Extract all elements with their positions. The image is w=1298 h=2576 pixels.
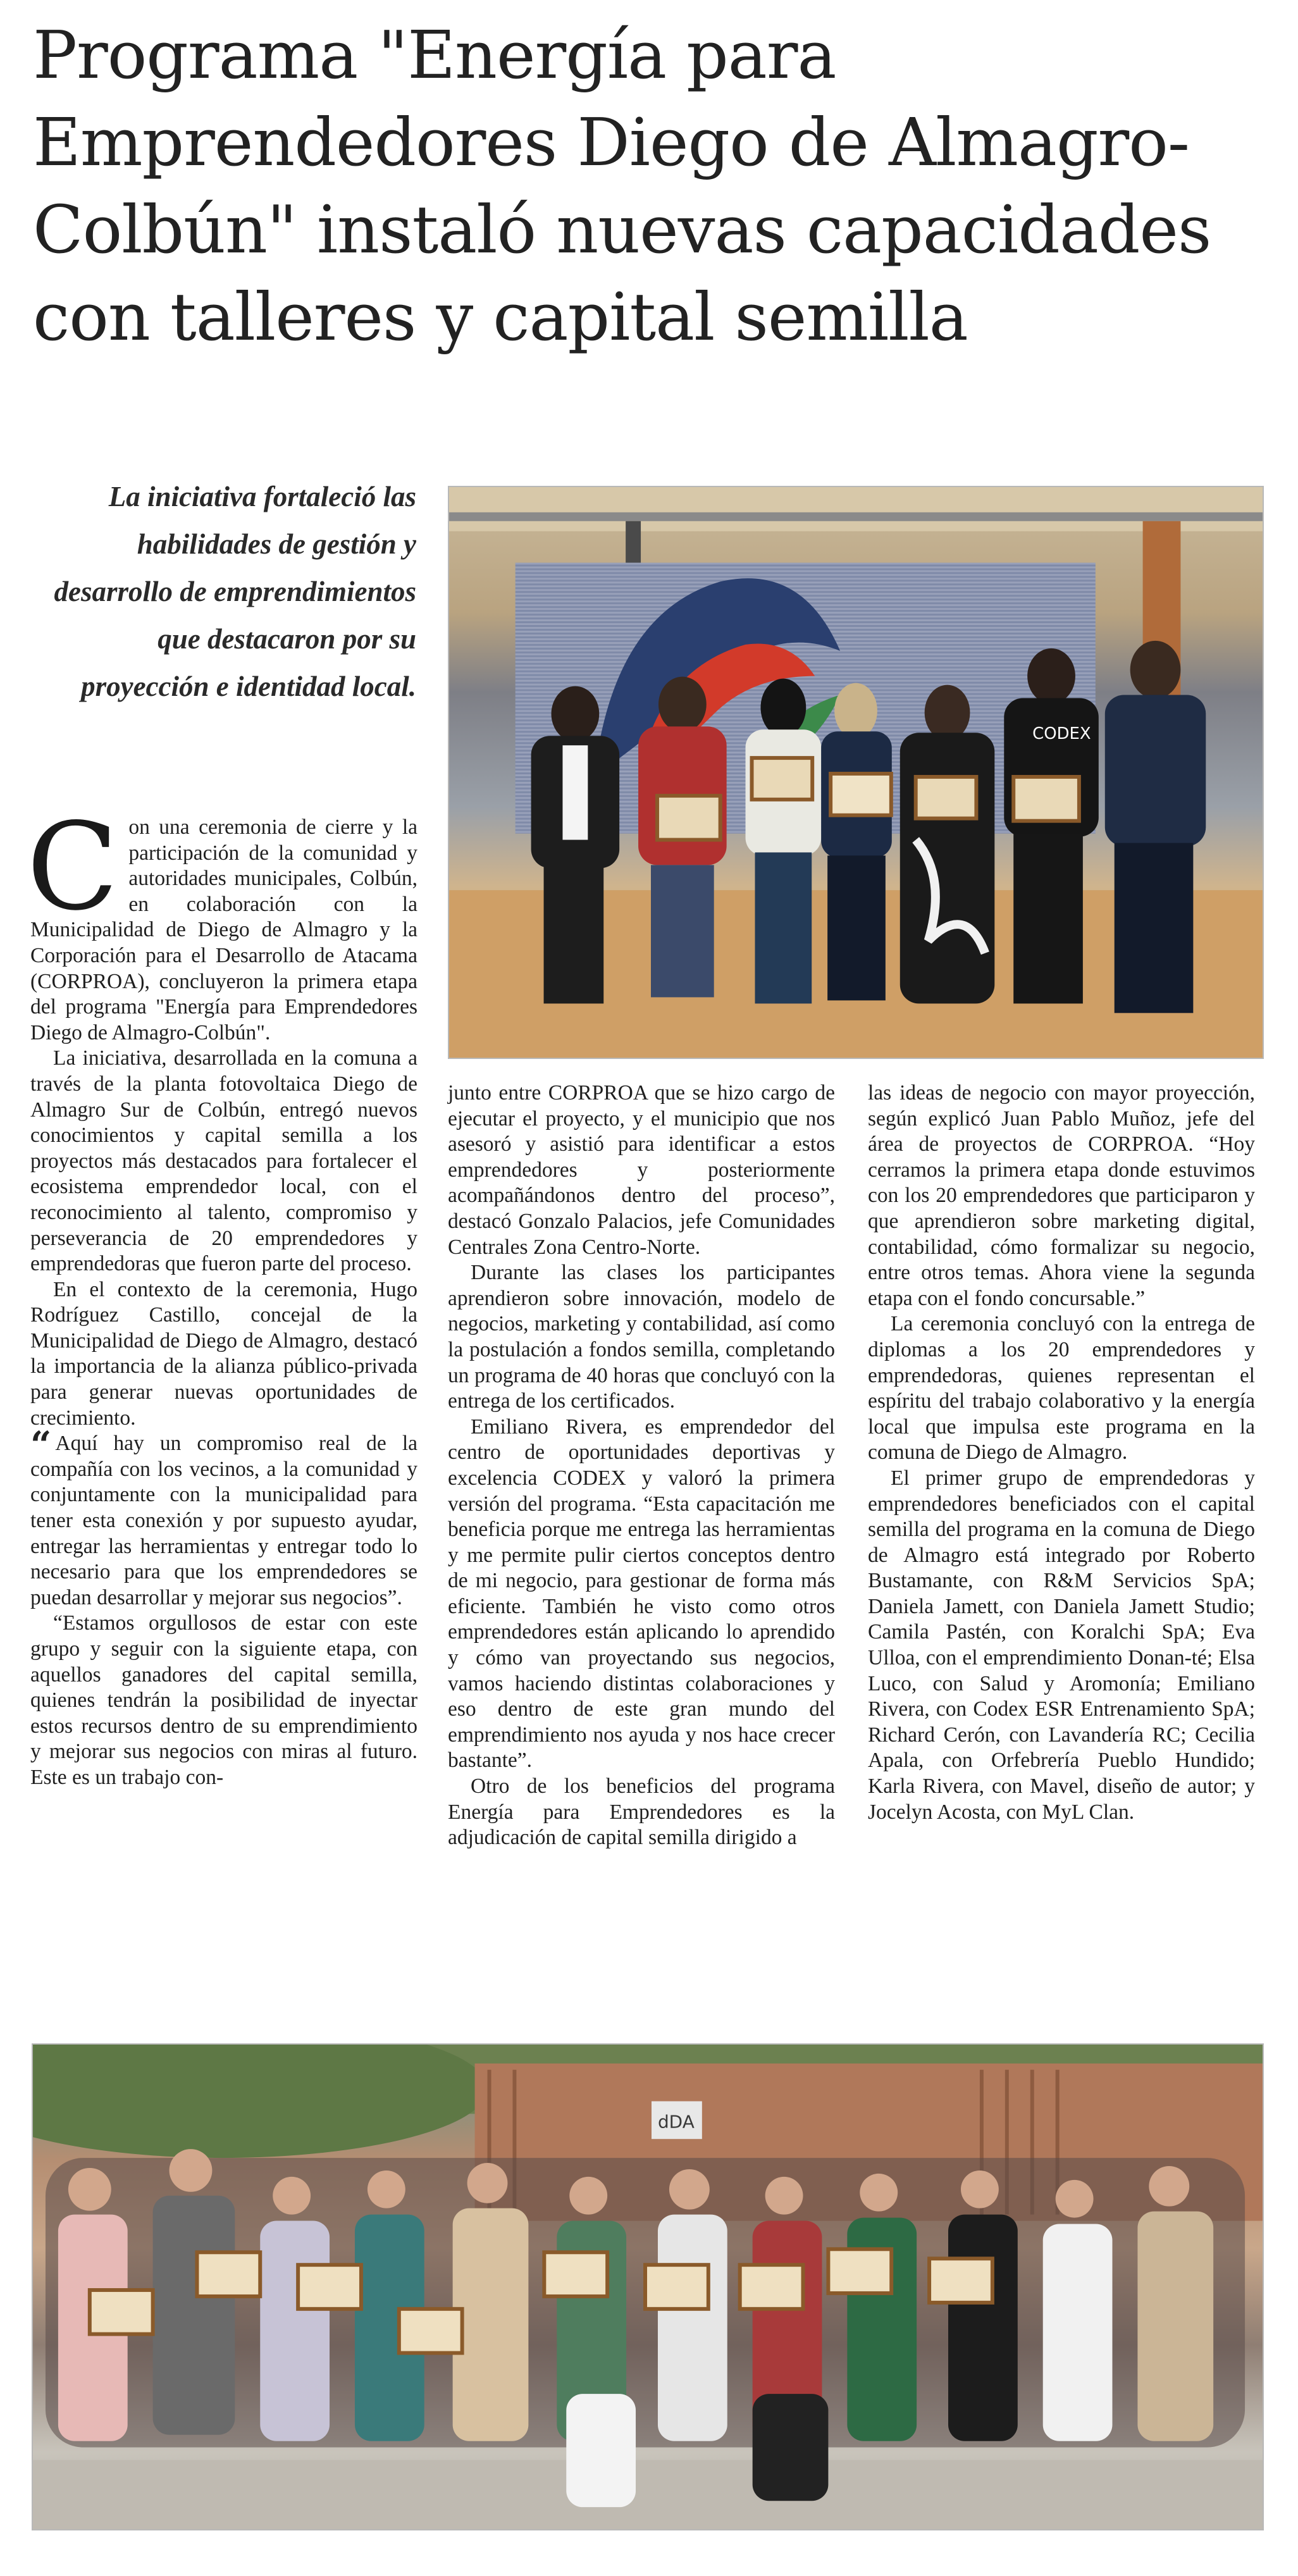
article-column-3	[868, 1081, 1255, 1825]
article-paragraph-9: La ceremonia concluyó con la entrega de diplomas a los 20 emprendedores y emprendedoras, quienes representan el espíritu del trabajo colaborativo y la energía local que impulsa este programa en la comuna de Diego de Almagro.	[868, 1312, 1255, 1464]
paragraph-4-text: Aquí hay un compromiso real de la compañía con los vecinos, a la comunidad y conjuntamente con la municipalidad para tener esta conexión y por supuesto ayudar, entregar las herramientas y entregar todo lo necesario para que los emprendedores se puedan desarrollar y mejorar sus negocios”.	[30, 1432, 417, 1609]
article-lead: La iniciativa fortaleció las habilidades de gestión y desarrollo de emprendimientos que destacaron por su proyección e identidad local.	[54, 481, 416, 702]
photo-stage-group	[448, 486, 1264, 1059]
quote-mark-icon: “	[30, 1423, 52, 1467]
article-paragraph-5-cont: junto entre CORPROA que se hizo cargo de ejecutar el proyecto, y el municipio que nos asesoró y asistió para identificar a estos emprendedores y posteriormente acompañándonos dentro del proceso”, destacó Gonzalo Palacios, jefe Comunidades Centrales Zona Centro-Norte.	[448, 1081, 835, 1259]
article-paragraph-4	[30, 1423, 417, 1611]
article-headline: Programa "Energía para Emprendedores Diego de Almagro-Colbún" instaló nuevas capacidades con talleres y capital semilla	[33, 16, 1211, 356]
article-paragraph-8: Otro de los beneficios del programa Energía para Emprendedores es la adjudicación de capital semilla dirigido a	[448, 1774, 835, 1850]
article-paragraph-8-cont: las ideas de negocio con mayor proyección, según explicó Juan Pablo Muñoz, jefe del área de proyectos de CORPROA. “Hoy cerramos la primera etapa donde estuvimos con los 20 emprendedores que participaron y que aprendieron sobre marketing digital, contabilidad, cómo formalizar su negocio, entre otros temas. Ahora viene la segunda etapa con el fondo concursable.”	[868, 1081, 1255, 1310]
article-paragraph-10: El primer grupo de emprendedoras y emprendedores beneficiados con el capital semilla del programa en la comuna de Diego de Almagro está integrado por Roberto Bustamante, con R&M Servicios SpA; Daniela Jamett, con Daniela Jamett Studio; Camila Pastén, con Koralchi SpA; Eva Ulloa, con el emprendimiento Donan-té; Elsa Luco, con Salud y Aromonía; Emiliano Rivera, con Codex ESR Entrenamiento SpA; Richard Cerón, con Lavandería RC; Cecilia Apala, con Orfebrería Pueblo Hundido; Karla Rivera, con Mavel, diseño de autor; y Jocelyn Acosta, con MyL Clan.	[868, 1466, 1255, 1824]
dropcap: C	[27, 797, 119, 937]
article-column-2	[448, 1081, 835, 1851]
photo-shirt-text: CODEX	[1032, 724, 1091, 744]
article-paragraph-1	[27, 797, 417, 1046]
article-paragraph-2: La iniciativa, desarrollada en la comuna a través de la planta fotovoltaica Diego de Almagro Sur de Colbún, entregó nuevos conocimientos y capital semilla a los proyectos más destacados para fortalecer el ecosistema emprendedor local, con el reconocimiento al talento, compromiso y perseverancia de 20 emprendedores y emprendedoras que fueron parte del proceso.	[30, 1046, 417, 1276]
article-paragraph-3: En el contexto de la ceremonia, Hugo Rodríguez Castillo, concejal de la Municipalidad de Diego de Almagro, destacó la importancia de la alianza público-privada para generar nuevas oportunidades de crecimiento.	[30, 1277, 417, 1430]
photo-outdoor-group	[32, 2043, 1264, 2530]
article-paragraph-6: Durante las clases los participantes aprendieron sobre innovación, modelo de negocios, marketing y contabilidad, así como la postulación a fondos semilla, completando un programa de 40 horas que concluyó con la entrega de los certificados.	[448, 1261, 835, 1413]
article-paragraph-5: “Estamos orgullosos de estar con este grupo y seguir con la siguiente etapa, con aquellos ganadores del capital semilla, quienes tendrán la posibilidad de inyectar estos recursos dentro de su emprendimiento y mejorar sus negocios con miras al futuro. Este es un trabajo con-	[30, 1611, 417, 1789]
article-paragraph-7: Emiliano Rivera, es emprendedor del centro de oportunidades deportivas y excelencia CODEX y valoró la primera versión del programa. “Esta capacitación me beneficia porque me entrega las herramientas y me permite pulir ciertos conceptos dentro de mi negocio, para gestionar de forma más eficiente. También he visto como otros emprendedores están aplicando lo aprendido y cómo van proyectando sus negocios, vamos haciendo distintas colaboraciones y eso dentro de este gran mundo del emprendimiento nos ayuda y nos hace crecer bastante”.	[448, 1415, 835, 1773]
article-column-1	[27, 797, 417, 1791]
photo-sign-text: dDA	[657, 2111, 695, 2133]
paragraph-1-text: on una ceremonia de cierre y la participación de la comunidad y autoridades municipales, Colbún, en colaboración con la Municipalidad de Diego de Almagro y la Corporación para el Desarrollo de Atacama (CORPROA), concluyeron la primera etapa del programa "Energía para Emprendedores Diego de Almagro-Colbún".	[30, 815, 417, 1044]
